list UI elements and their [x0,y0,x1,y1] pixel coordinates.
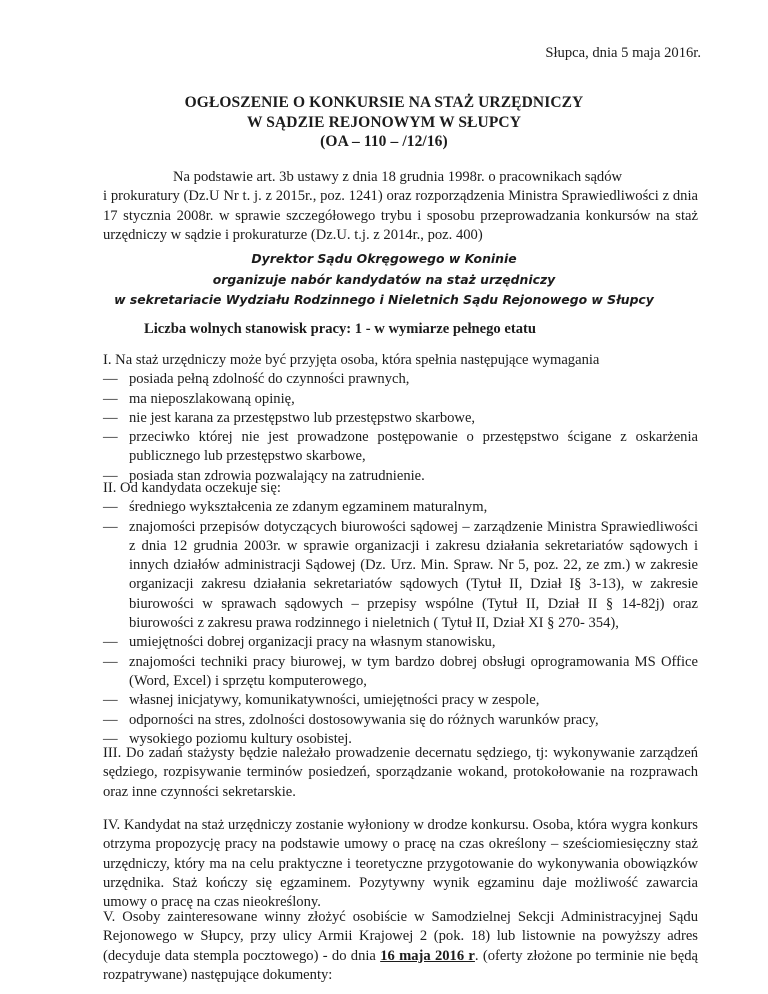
list-item-text: posiada pełną zdolność do czynności prawnych, [129,371,410,388]
dash-bullet: — [103,711,118,728]
section-numeral: V. [103,909,116,925]
section-body-text: Osoby zainteresowane winny złożyć osobiście w Samodzielnej Sekcji Administracyjnej Sądu Rejonowego w Słupcy, przy ulicy Armii Krajowej 2 (pok. 18) lub listownie na powyższy adres (decyduje data stempla pocztowego) - do dnia [103,909,698,964]
dash-bullet: — [103,499,118,516]
organizer-block [0,249,768,311]
list-item [103,653,698,692]
list-item-text: umiejętności dobrej organizacji pracy na własnym stanowisku, [129,634,496,651]
section-body-text: Do zadań stażysty będzie należało prowadzenie decernatu sędziego, tj: wykonywanie zarządzeń sędziego, rozpisywanie terminów posiedzeń, sporządzanie wokand, protokołowanie na rozprawach oraz inne czynności sekretarskie. [103,745,698,800]
dash-bullet: — [103,518,118,535]
list-item-text: nie jest karana za przestępstwo lub przestępstwo skarbowe, [129,409,476,426]
deadline-date: 16 maja 2016 r [380,947,475,964]
list-item [103,498,698,517]
dash-bullet: — [103,371,118,388]
legal-basis-first-line: Na podstawie art. 3b ustawy z dnia 18 grudnia 1998r. o pracownikach sądów [173,169,623,185]
list-item [103,691,698,710]
section-numeral: II. [103,480,117,496]
requirements-list [103,370,698,486]
legal-basis-paragraph [103,168,698,245]
title-line-1: OGŁOSZENIE O KONKURSIE NA STAŻ URZĘDNICZY [184,94,584,111]
list-item-text: ma nieposzlakowaną opinię, [129,390,295,407]
organizer-line-2: organizuje nabór kandydatów na staż urzędniczy [212,271,556,287]
section-numeral: I. [103,352,112,368]
list-item-text: średniego wykształcenia ze zdanym egzaminem maturalnym, [129,499,488,516]
announcement-title [0,93,768,152]
dash-bullet: — [103,409,118,426]
list-item-text: znajomości techniki pracy biurowej, w tym bardzo dobrej obsługi oprogramowania MS Office (Word, Excel) i sprzętu komputerowego, [129,653,698,689]
section-duties [103,744,698,802]
organizer-line-1: Dyrektor Sądu Okręgowego w Koninie [251,251,517,266]
list-item-text: posiada stan zdrowia pozwalający na zatrudnienie. [129,467,425,484]
expectations-list [103,498,698,749]
dash-bullet: — [103,634,118,651]
list-item-text: własnej inicjatywy, komunikatywności, umiejętności pracy w zespole, [129,692,540,709]
title-line-2: W SĄDZIE REJONOWYM W SŁUPCY [247,113,521,131]
list-item [103,633,698,652]
vacancies-count: Liczba wolnych stanowisk pracy: 1 - w wymiarze pełnego etatu [144,321,536,337]
section-application-text [103,908,698,985]
list-item [103,409,698,428]
section-selection-text [103,816,698,912]
section-numeral: IV. [103,817,121,833]
section-body-text: Kandydat na staż urzędniczy zostanie wyłoniony w drodze konkursu. Osoba, która wygra konkurs otrzyma propozycję pracy na podstawie umowy o pracę na czas określony – sześciomiesięczny staż urzędniczy, który ma na celu praktyczne i teoretyczne przygotowanie do wykonywania obowiązków urzędnika. Staż kończy się egzaminem. Pozytywny wynik egzaminu daje możliwość zawarcia umowy o pracę na czas nieokreślony. [103,817,698,911]
dash-bullet: — [103,467,118,484]
list-item-text: znajomości przepisów dotyczących biurowości sądowej – zarządzenie Ministra Sprawiedliwości z dnia 12 grudnia 2003r. w sprawie organizacji i zakresu działania sekretariatów sądowych i innych działów administracji Sądowej (Dz. Urz. Min. Spraw. Nr 5, poz. 22, ze zm.) w zakresie organizacji zakresu działania sekretariatów sądowych (Tytuł II, Dział I§ 3-13), w zakresie biurowości w sprawach sądowych – przepisy wspólne (Tytuł II, Dział II § 14-82j) oraz biurowości z zakresu prawa rodzinnego i nieletnich ( Tytuł II, Dział XI § 270- 354), [129,518,698,632]
list-item [103,428,698,467]
list-item-text: wysokiego poziomu kultury osobistej. [129,730,352,747]
section-requirements-lead [103,351,698,370]
place-date: Słupca, dnia 5 maja 2016r. [545,45,701,61]
section-lead-text: Na staż urzędniczy może być przyjęta osoba, która spełnia następujące wymagania [115,352,600,368]
section-requirements [103,351,698,486]
dash-bullet: — [103,429,118,446]
organizer-line-3: w sekretariacie Wydziału Rodzinnego i Nieletnich Sądu Rejonowego w Słupcy [114,292,654,308]
title-reference: (OA – 110 – /12/16) [320,133,448,150]
list-item-text: odporności na stres, zdolności dostosowywania się do różnych warunków pracy, [129,711,599,728]
section-duties-text [103,744,698,802]
legal-basis-rest: i prokuratury (Dz.U Nr t. j. z 2015r., poz. 1241) oraz rozporządzenia Ministra Sprawiedliwości z dnia 17 stycznia 2008r. w sprawie szczegółowego trybu i sposobu przeprowadzania konkursów na staż urzędniczy w sądzie i prokuraturze (Dz.U. t.j. z 2014r., poz. 400) [103,188,698,243]
list-item [103,370,698,389]
section-expectations-lead [103,479,698,498]
list-item [103,711,698,730]
list-item [103,518,698,634]
list-item [103,390,698,409]
list-item-text: przeciwko której nie jest prowadzone postępowanie o przestępstwo ścigane z oskarżenia publicznego lub przestępstwo skarbowe, [129,429,698,465]
section-body-text-end: . (oferty złożone po terminie nie będą rozpatrywane) następujące dokumenty: [103,947,698,983]
dash-bullet: — [103,692,118,709]
section-lead-text: Od kandydata oczekuje się: [120,480,281,496]
dash-bullet: — [103,390,118,407]
section-selection [103,816,698,912]
dash-bullet: — [103,653,118,670]
section-numeral: III. [103,745,122,761]
section-application [103,908,698,985]
dash-bullet: — [103,730,118,747]
section-expectations [103,479,698,749]
